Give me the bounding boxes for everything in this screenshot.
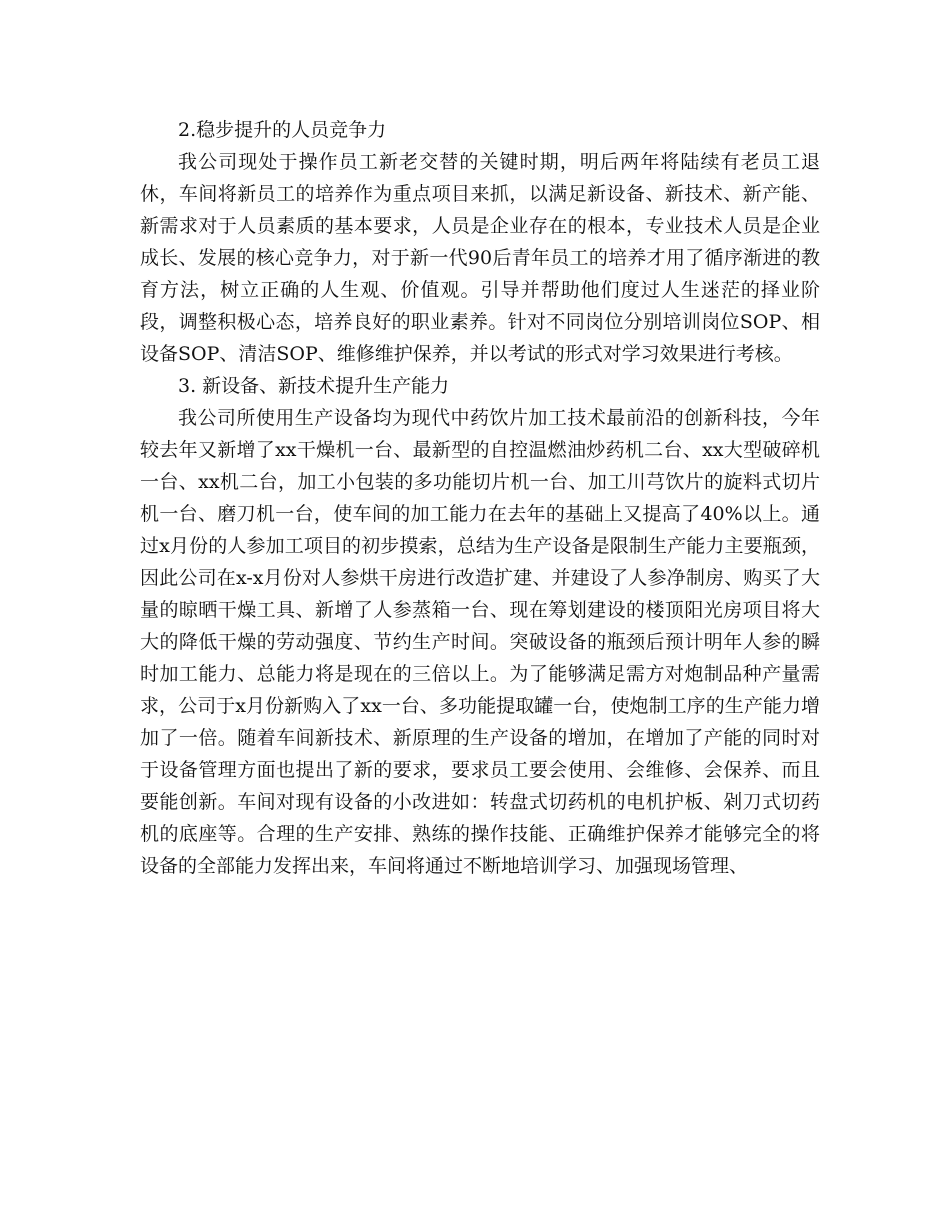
document-page <box>140 114 820 882</box>
section-body-personnel: 我公司现处于操作员工新老交替的关键时期，明后两年将陆续有老员工退休，车间将新员工的培养作为重点项目来抓，以满足新设备、新技术、新产能、新需求对于人员素质的基本要求，人员是企业存在的根本，专业技术人员是企业成长、发展的核心竞争力，对于新一代90后青年员工的培养才用了循序渐进的教育方法，树立正确的人生观、价值观。引导并帮助他们度过人生迷茫的择业阶段，调整积极心态，培养良好的职业素养。针对不同岗位分别培训岗位SOP、相设备SOP、清洁SOP、维修维护保养，并以考试的形式对学习效果进行考核。 <box>140 151 820 365</box>
section-heading-personnel: 2.稳步提升的人员竞争力 <box>178 119 387 141</box>
section-heading-equipment: 3. 新设备、新技术提升生产能力 <box>178 375 450 397</box>
section-body-equipment: 我公司所使用生产设备均为现代中药饮片加工技术最前沿的创新科技，今年较去年又新增了xx干燥机一台、最新型的自控温燃油炒药机二台、xx大型破碎机一台、xx机二台，加工小包装的多功能切片机一台、加工川芎饮片的旋料式切片机一台、磨刀机一台，使车间的加工能力在去年的基础上又提高了40%以上。通过x月份的人参加工项目的初步摸索，总结为生产设备是限制生产能力主要瓶颈，因此公司在x-x月份对人参烘干房进行改造扩建、并建设了人参净制房、购买了大量的晾晒干燥工具、新增了人参蒸箱一台、现在筹划建设的楼顶阳光房项目将大大的降低干燥的劳动强度、节约生产时间。突破设备的瓶颈后预计明年人参的瞬时加工能力、总能力将是现在的三倍以上。为了能够满足需方对炮制品种产量需求，公司于x月份新购入了xx一台、多功能提取罐一台，使炮制工序的生产能力增加了一倍。随着车间新技术、新原理的生产设备的增加，在增加了产能的同时对于设备管理方面也提出了新的要求，要求员工要会使用、会维修、会保养、而且要能创新。车间对现有设备的小改进如：转盘式切药机的电机护板、剁刀式切药机的底座等。合理的生产安排、熟练的操作技能、正确维护保养才能够完全的将设备的全部能力发挥出来，车间将通过不断地培训学习、加强现场管理、 <box>140 407 820 877</box>
